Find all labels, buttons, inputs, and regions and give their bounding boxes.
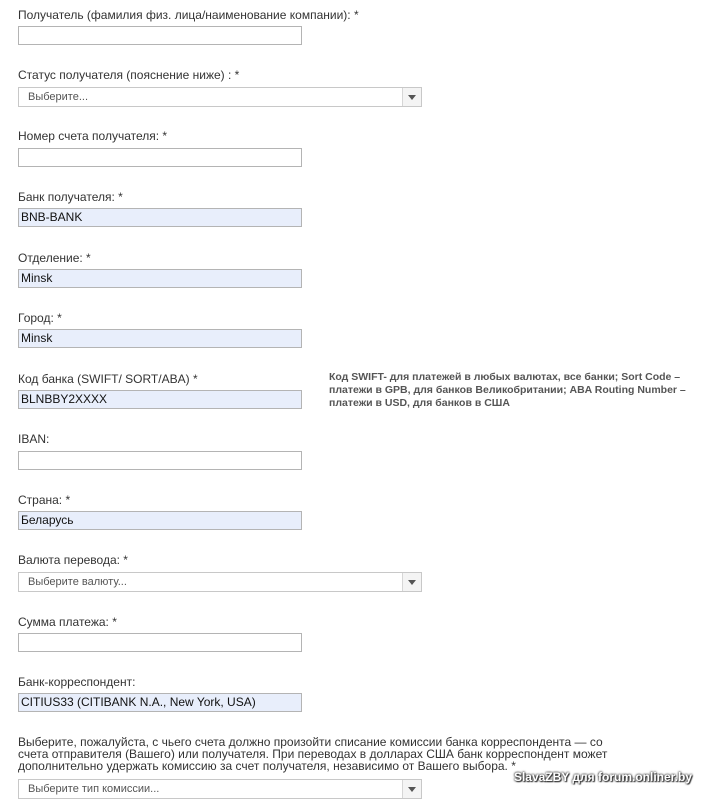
commission-value: Выберите тип комиссии... bbox=[28, 783, 160, 795]
bank-label: Банк получателя: * bbox=[18, 190, 123, 204]
correspondent-bank-label: Банк-корреспондент: bbox=[18, 675, 136, 689]
commission-label: Выберите, пожалуйста, с чьего счета должно произойти списание комиссии банка корреспондента — со счета отправителя (Вашего) или получателя. При переводах в долларах США банк корреспондент может дополнительно удержать комиссию за счет получателя, независимо от Вашего выбора. * bbox=[18, 735, 608, 773]
currency-label: Валюта перевода: * bbox=[18, 553, 128, 567]
account-number-input[interactable] bbox=[18, 148, 302, 167]
bank-code-label: Код банка (SWIFT/ SORT/ABA) * bbox=[18, 372, 198, 386]
correspondent-bank-input[interactable]: CITIUS33 (CITIBANK N.A., New York, USA) bbox=[18, 693, 302, 712]
currency-select[interactable] bbox=[18, 572, 422, 592]
amount-input[interactable] bbox=[18, 633, 302, 652]
branch-label: Отделение: * bbox=[18, 251, 91, 265]
recipient-status-value: Выберите... bbox=[28, 91, 89, 103]
chevron-down-icon bbox=[402, 573, 421, 591]
city-label: Город: * bbox=[18, 311, 62, 325]
commission-select[interactable] bbox=[18, 779, 422, 799]
bank-input[interactable]: BNB-BANK bbox=[18, 208, 302, 227]
recipient-status-label: Статус получателя (пояснение ниже) : * bbox=[18, 68, 240, 82]
iban-label: IBAN: bbox=[18, 432, 50, 446]
currency-value: Выберите валюту... bbox=[28, 576, 127, 588]
bank-code-hint: Код SWIFT- для платежей в любых валютах, все банки; Sort Code – платежи в GPB, для банков Великобритании; ABA Routing Number –платежи в USD, для банков в США bbox=[329, 371, 686, 409]
recipient-input[interactable] bbox=[18, 26, 302, 45]
recipient-label: Получатель (фамилия физ. лица/наименование компании): * bbox=[18, 8, 359, 22]
city-input[interactable]: Minsk bbox=[18, 329, 302, 348]
chevron-down-icon bbox=[402, 780, 421, 798]
iban-input[interactable] bbox=[18, 451, 302, 470]
bank-code-input[interactable]: BLNBBY2XXXX bbox=[18, 390, 302, 409]
branch-input[interactable]: Minsk bbox=[18, 269, 302, 288]
country-input[interactable]: Беларусь bbox=[18, 511, 302, 530]
country-label: Страна: * bbox=[18, 493, 71, 507]
watermark: SlavaZBY для forum.onliner.by bbox=[513, 770, 692, 784]
recipient-status-select[interactable] bbox=[18, 87, 422, 107]
chevron-down-icon bbox=[402, 88, 421, 106]
account-number-label: Номер счета получателя: * bbox=[18, 129, 168, 143]
amount-label: Сумма платежа: * bbox=[18, 615, 117, 629]
